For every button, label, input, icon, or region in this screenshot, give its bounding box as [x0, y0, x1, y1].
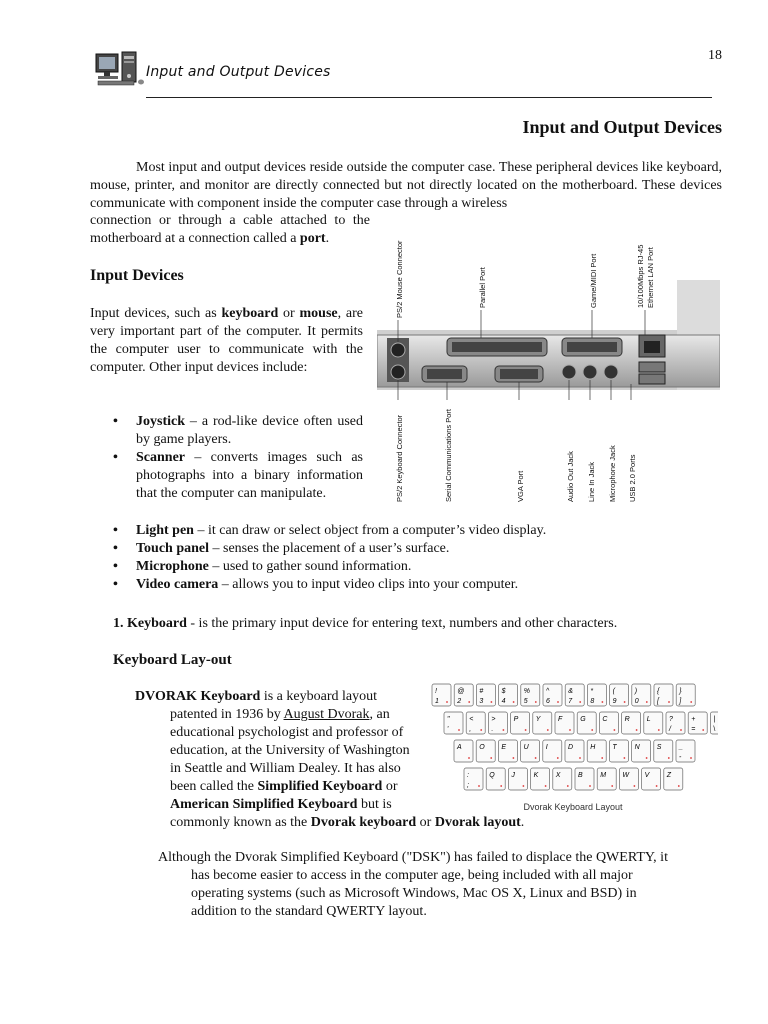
- dv-bold: American Simplified Keyboard: [170, 797, 358, 812]
- svg-text:\: \: [713, 726, 716, 733]
- svg-text:9: 9: [612, 698, 617, 705]
- dv-bold: Dvorak layout: [434, 815, 521, 830]
- svg-text:T: T: [612, 744, 617, 751]
- keyboard-key: [511, 712, 530, 734]
- svg-text:/: /: [669, 726, 671, 733]
- keyboard-term: keyboard: [221, 306, 279, 321]
- svg-text:@: @: [457, 688, 465, 695]
- label-line-in: Line In Jack: [587, 461, 596, 502]
- keyboard-key: [521, 740, 540, 762]
- svg-text::: :: [467, 772, 469, 779]
- svg-text:N: N: [634, 744, 640, 751]
- svg-text:Y: Y: [535, 716, 541, 723]
- device-name: Touch panel: [136, 541, 210, 556]
- keyboard-key: [543, 684, 562, 706]
- svg-text:(: (: [612, 688, 615, 695]
- svg-text:O: O: [479, 744, 485, 751]
- device-desc: – senses the placement of a user’s surface.: [209, 541, 450, 556]
- list-item: • Joystick – a rod-like device often used by game players.: [113, 414, 363, 447]
- keyboard-key: [632, 740, 651, 762]
- keyboard-key: [664, 768, 683, 790]
- svg-text:8: 8: [590, 698, 595, 705]
- list-item: • Video camera – allows you to input video clips into your computer.: [113, 577, 519, 592]
- svg-text:H: H: [590, 744, 596, 751]
- keyboard-layout-heading: Keyboard Lay-out: [113, 652, 232, 668]
- keyboard-key: [599, 712, 618, 734]
- label-parallel-port: Parallel Port: [478, 267, 487, 308]
- svg-text:<: <: [469, 716, 474, 723]
- svg-text:': ': [447, 726, 449, 733]
- keyboard-key: [565, 684, 584, 706]
- keyboard-key: [466, 712, 485, 734]
- svg-text:_: _: [679, 744, 683, 751]
- keyboard-key: [565, 740, 584, 762]
- svg-text:K: K: [533, 772, 539, 779]
- svg-text:#: #: [479, 688, 484, 695]
- device-desc: – a rod-like device often used by game players.: [136, 414, 363, 447]
- svg-text:&: &: [568, 688, 573, 695]
- keyboard-key: [575, 768, 594, 790]
- svg-text:Q: Q: [489, 772, 495, 779]
- keyboard-key: [587, 740, 606, 762]
- page-title: Input and Output Devices: [522, 117, 722, 137]
- keyboard-key: [609, 740, 628, 762]
- intro-period: .: [325, 231, 330, 246]
- dv-bold: Dvorak keyboard: [310, 815, 417, 830]
- keyboard-key: [476, 740, 495, 762]
- keyboard-key: [644, 712, 663, 734]
- svg-text:V: V: [644, 772, 650, 779]
- keyboard-key: [587, 684, 606, 706]
- keyboard-key: [454, 740, 473, 762]
- svg-text:{: {: [657, 688, 660, 695]
- ak-text: has become easier to access in the computer age, being included with all major: [191, 868, 633, 883]
- keyboard-key: [642, 768, 661, 790]
- input-devices-heading: Input Devices: [90, 267, 184, 284]
- keyboard-key: [688, 712, 707, 734]
- keyboard-key: [521, 684, 540, 706]
- inp-text: Input devices, such as: [90, 306, 222, 321]
- dv-text: or: [416, 815, 435, 830]
- svg-text:^: ^: [546, 688, 550, 695]
- svg-text:U: U: [523, 744, 529, 751]
- svg-text:]: ]: [679, 698, 682, 705]
- keyboard-key: [533, 712, 552, 734]
- svg-text:$: $: [501, 688, 506, 695]
- keyboard-key: [432, 684, 451, 706]
- ak-text: operating systems (such as Microsoft Windows, Mac OS X, Linux and BSD) in: [191, 886, 637, 901]
- svg-text:R: R: [624, 716, 630, 723]
- keyboard-key: [666, 712, 685, 734]
- svg-text:B: B: [578, 772, 583, 779]
- device-desc: – allows you to input video clips into your computer.: [218, 577, 519, 592]
- dv-text: but is: [357, 797, 392, 812]
- page-number: 18: [708, 48, 722, 63]
- keyboard-key: [508, 768, 527, 790]
- keyboard-key: [619, 768, 638, 790]
- svg-text:5: 5: [523, 698, 528, 705]
- keyboard-key: [710, 712, 718, 734]
- svg-text:!: !: [435, 688, 437, 695]
- svg-text:6: 6: [546, 698, 550, 705]
- svg-text:P: P: [513, 716, 519, 723]
- mouse-term: mouse: [299, 306, 338, 321]
- dv-text: in Seattle and William Dealey. It has also: [170, 761, 401, 776]
- label-ps2-keyboard: PS/2 Keyboard Connector: [395, 414, 404, 502]
- svg-text:1: 1: [435, 698, 439, 705]
- header-rule: [146, 97, 712, 98]
- keyboard-key: [476, 684, 495, 706]
- keyboard-figure-caption: Dvorak Keyboard Layout: [523, 802, 623, 812]
- keyboard-key: [499, 684, 518, 706]
- device-list-wide: [113, 522, 713, 594]
- label-microphone-jack: Microphone Jack: [608, 445, 617, 502]
- svg-text:|: |: [713, 716, 716, 723]
- dv-text: educational psychologist and professor of: [170, 725, 404, 740]
- label-ethernet-port-2: Ethernet LAN Port: [646, 247, 655, 308]
- keyboard-key: [454, 684, 473, 706]
- dv-text: education, at the University of Washington: [170, 743, 410, 758]
- svg-text:L: L: [646, 716, 651, 723]
- svg-text:I: I: [545, 744, 548, 751]
- keyboard-key: [531, 768, 550, 790]
- device-name: Light pen: [136, 523, 194, 538]
- keyboard-key: [622, 712, 641, 734]
- keyboard-key: [553, 768, 572, 790]
- dvorak-term: DVORAK Keyboard: [135, 689, 261, 704]
- label-usb-ports: USB 2.0 Ports: [628, 454, 637, 502]
- svg-text:D: D: [568, 744, 574, 751]
- keyboard-key: [597, 768, 616, 790]
- intro-paragraph-cont: [90, 212, 370, 248]
- running-title: Input and Output Devices: [146, 64, 331, 80]
- svg-text:%: %: [523, 688, 531, 695]
- keyboard-key: [676, 740, 695, 762]
- device-name: Video camera: [136, 577, 219, 592]
- intro-paragraph: Most input and output devices reside outside the computer case. These peripheral devices like keyboard, mouse, printer, and monitor are directly connected but not directly located on the motherboard. These devices communicate with component inside the computer case through a wireless: [90, 160, 722, 211]
- svg-text:): ): [634, 688, 638, 695]
- list-item: • Scanner – converts images such as photographs into a binary information that the computer can manipulate.: [113, 450, 363, 501]
- device-name: Joystick: [136, 414, 185, 429]
- list-item: • Microphone – used to gather sound information.: [113, 559, 412, 574]
- keyboard-key: [654, 684, 673, 706]
- dvorak-paragraph: [135, 688, 525, 832]
- svg-text:;: ;: [467, 782, 469, 789]
- label-ps2-mouse: PS/2 Mouse Connector: [395, 240, 404, 318]
- svg-text:W: W: [622, 772, 630, 779]
- dv-bold: Simplified Keyboard: [257, 779, 383, 794]
- svg-text:0: 0: [634, 698, 639, 705]
- svg-text:Z: Z: [666, 772, 672, 779]
- svg-text:+: +: [691, 716, 696, 723]
- august-dvorak-link[interactable]: August Dvorak: [283, 707, 370, 722]
- svg-text:S: S: [656, 744, 662, 751]
- inp-text: or: [278, 306, 300, 321]
- svg-text:J: J: [511, 772, 515, 779]
- keyboard-term: 1. Keyboard: [113, 616, 187, 631]
- svg-text:M: M: [600, 772, 607, 779]
- ak-text: Although the Dvorak Simplified Keyboard ("DSK") has failed to displace the QWERTY, it: [158, 850, 668, 865]
- label-ethernet-port: 10/100Mbps RJ-45: [636, 244, 645, 308]
- svg-text:4: 4: [501, 698, 506, 705]
- svg-text:A: A: [457, 744, 462, 751]
- label-serial-port: Serial Communications Port: [444, 409, 453, 502]
- label-vga-port: VGA Port: [516, 470, 525, 502]
- label-audio-out: Audio Out Jack: [566, 451, 575, 502]
- inp-text: , are very important part of the computer. It permits the computer user to communicate with the computer. Other input devices include:: [90, 306, 364, 375]
- keyboard-key: [610, 684, 629, 706]
- ak-text: addition to the standard QWERTY layout.: [191, 904, 427, 919]
- svg-text:F: F: [558, 716, 563, 723]
- keyboard-key: [498, 740, 517, 762]
- keyboard-key: [444, 712, 463, 734]
- keyboard-key: [488, 712, 507, 734]
- dv-text: or: [382, 779, 398, 794]
- keyboard-key: [543, 740, 562, 762]
- keyboard-key: [555, 712, 574, 734]
- svg-text:C: C: [602, 716, 608, 723]
- svg-text:7: 7: [568, 698, 573, 705]
- computer-icon: [94, 50, 146, 88]
- dv-text: , an: [369, 707, 390, 722]
- dvorak-keyboard-figure: [428, 682, 718, 812]
- keyboard-key: [632, 684, 651, 706]
- device-desc: – it can draw or select object from a computer’s video display.: [193, 523, 547, 538]
- svg-text:G: G: [580, 716, 586, 723]
- svg-text:-: -: [679, 754, 682, 761]
- device-name: Scanner: [136, 450, 185, 465]
- svg-text:X: X: [555, 772, 561, 779]
- svg-text:>: >: [491, 716, 496, 723]
- dv-text: .: [520, 815, 525, 830]
- keyboard-key: [464, 768, 483, 790]
- although-paragraph: [158, 849, 714, 921]
- list-item: • Touch panel – senses the placement of a user’s surface.: [113, 541, 450, 556]
- device-list-narrow: [113, 413, 363, 503]
- dv-text: commonly known as the: [170, 815, 311, 830]
- svg-text:,: ,: [469, 726, 472, 733]
- keyboard-definition: [113, 616, 617, 632]
- motherboard-ports-figure: [377, 220, 720, 510]
- svg-text:}: }: [679, 688, 682, 695]
- svg-text:=: =: [691, 726, 696, 733]
- intro-text: connection or through a cable attached to the motherboard at a connection called a: [90, 213, 370, 246]
- keyboard-key: [676, 684, 695, 706]
- svg-text:E: E: [501, 744, 507, 751]
- svg-text:.: .: [491, 726, 494, 733]
- list-item: • Light pen – it can draw or select object from a computer’s video display.: [113, 523, 547, 538]
- svg-text:[: [: [657, 698, 659, 705]
- dv-text: is a keyboard layout: [260, 689, 377, 704]
- dv-text: patented in 1936 by: [170, 707, 284, 722]
- dv-text: been called the: [170, 779, 258, 794]
- keyboard-key: [577, 712, 596, 734]
- label-game-midi-port: Game/MIDI Port: [589, 253, 598, 308]
- keyboard-key: [486, 768, 505, 790]
- device-name: Microphone: [136, 559, 209, 574]
- svg-text:*: *: [590, 688, 594, 695]
- device-desc: – converts images such as photographs into a binary information that the computer can manipulate.: [136, 450, 363, 501]
- input-devices-paragraph: [90, 305, 363, 377]
- keyboard-desc: - is the primary input device for entering text, numbers and other characters.: [186, 616, 618, 631]
- svg-text:?: ?: [669, 716, 673, 723]
- port-term: port: [299, 231, 326, 246]
- svg-text:3: 3: [479, 698, 484, 705]
- keyboard-key: [654, 740, 673, 762]
- svg-text:2: 2: [457, 698, 462, 705]
- svg-text:": ": [447, 716, 450, 723]
- device-desc: – used to gather sound information.: [208, 559, 412, 574]
